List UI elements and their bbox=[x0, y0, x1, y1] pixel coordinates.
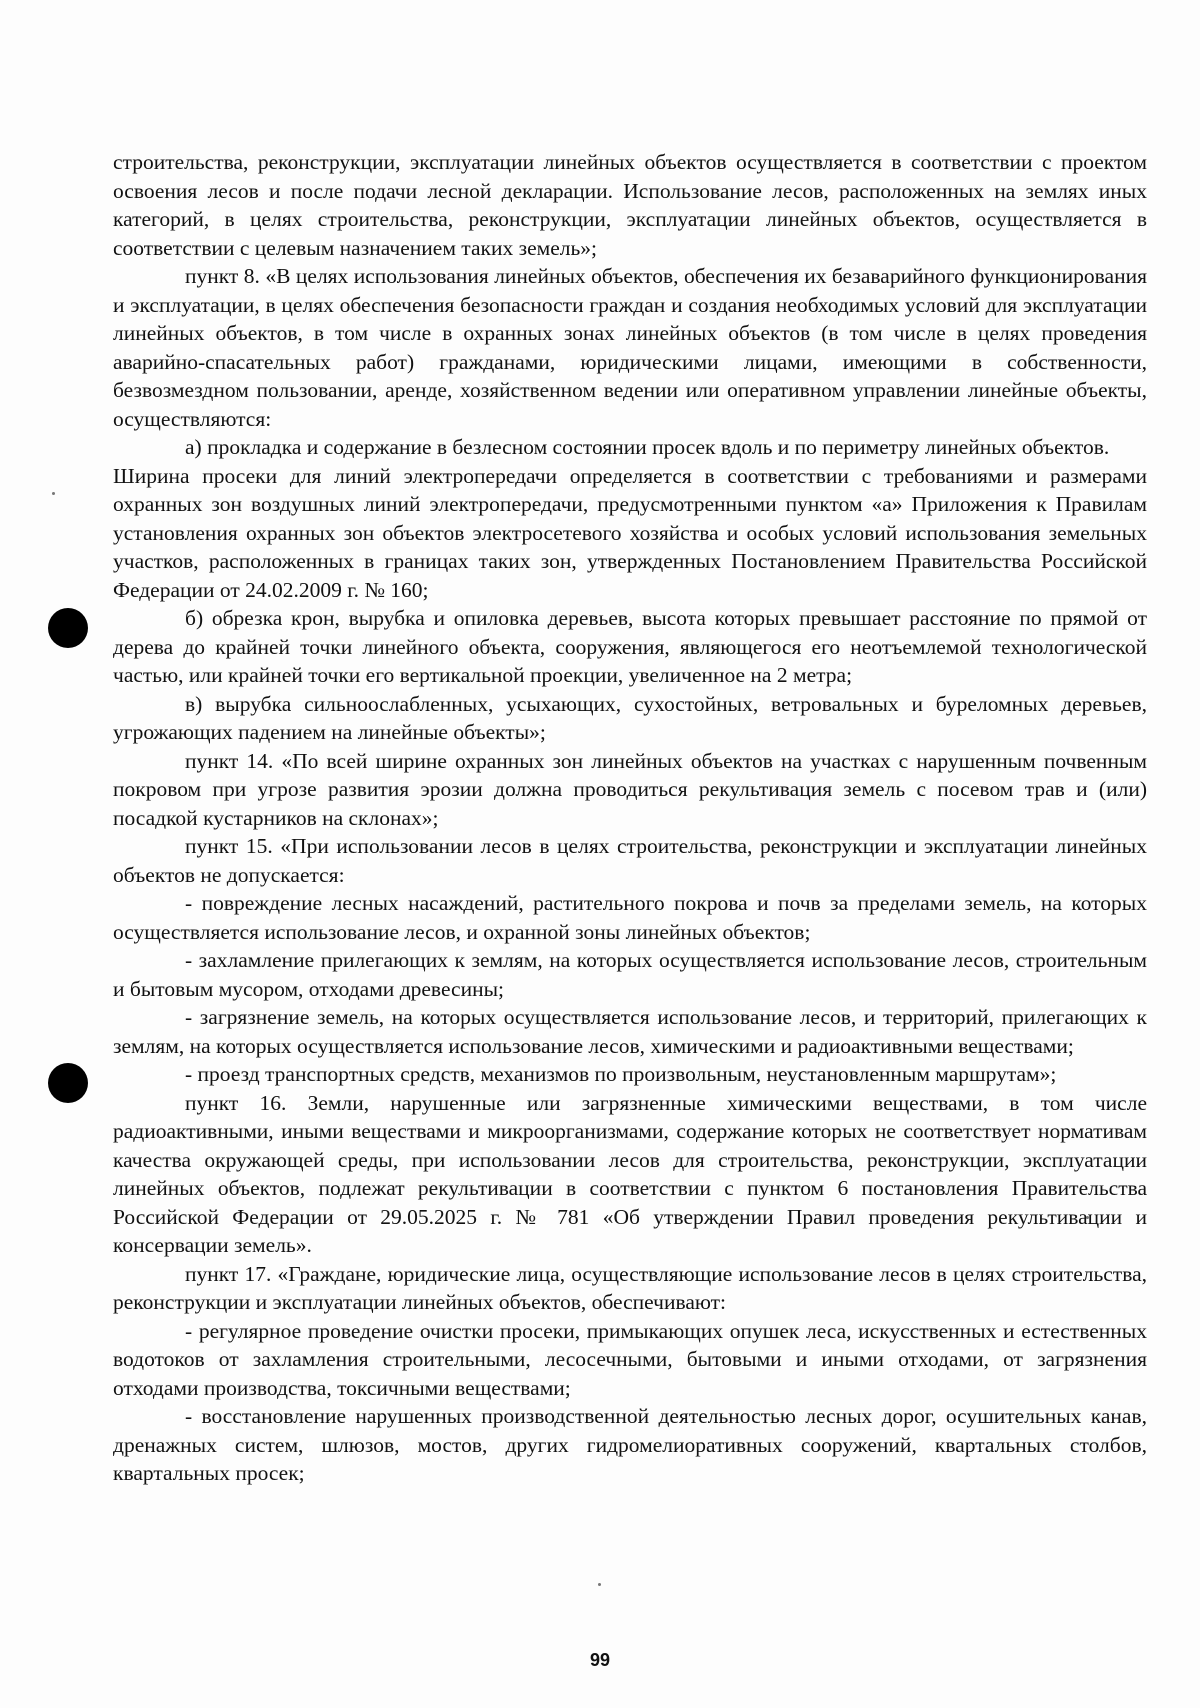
paragraph: пункт 16. Земли, нарушенные или загрязненные химическими веществами, в том числе радиоактивными, иными веществами и микроорганизмами, содержание которых не соответствует нормативам качества окружающей среды, при использовании лесов для строительства, реконструкции, эксплуатации линейных объектов, подлежат рекультивации в соответствии с пунктом 6 постановления Правительства Российской Федерации от 29.05.2025 г. № 781 «Об утверждении Правил проведения рекультивации и консервации земель». bbox=[113, 1090, 1147, 1257]
document-body bbox=[113, 148, 1147, 1488]
paragraph: Ширина просеки для линий электропередачи определяется в соответствии с требованиями и размерами охранных зон воздушных линий электропередачи, предусмотренными пунктом «а» Приложения к Правилам установления охранных зон объектов электросетевого хозяйства и особых условий использования земельных участков, расположенных в границах таких зон, утвержденных Постановлением Правительства Российской Федерации от 24.02.2009 г. № 160; bbox=[113, 463, 1147, 602]
scan-speck bbox=[598, 1583, 601, 1586]
paragraph: пункт 8. «В целях использования линейных объектов, обеспечения их безаварийного функционирования и эксплуатации, в целях обеспечения безопасности граждан и создания необходимых условий для эксплуатации линейных объектов, в том числе в охранных зонах линейных объектов (в том числе в целях проведения аварийно-спасательных работ) гражданами, юридическими лицами, имеющими в собственности, безвозмездном пользовании, аренде, хозяйственном ведении или оперативном управлении линейные объекты, осуществляются: bbox=[113, 264, 1147, 431]
punch-hole-mark bbox=[48, 1063, 88, 1103]
paragraph: в) вырубка сильноослабленных, усыхающих, сухостойных, ветровальных и буреломных деревьев, угрожающих падением на линейные объекты»; bbox=[113, 691, 1147, 744]
list-item: - проезд транспортных средств, механизмов по произвольным, неустановленным маршрутам»; bbox=[185, 1062, 1057, 1086]
page-number: 99 bbox=[589, 1650, 611, 1670]
list-item: - восстановление нарушенных производственной деятельностью лесных дорог, осушительных канав, дренажных систем, шлюзов, мостов, других гидромелиоративных сооружений, квартальных столбов, квартальных просек; bbox=[113, 1404, 1147, 1485]
paragraph: строительства, реконструкции, эксплуатации линейных объектов осуществляется в соответствии с проектом освоения лесов и после подачи лесной декларации. Использование лесов, расположенных на землях иных категорий, в целях строительства, реконструкции, эксплуатации линейных объектов, осуществляется в соответствии с целевым назначением таких земель»; bbox=[113, 150, 1147, 260]
scan-speck bbox=[52, 492, 55, 495]
paragraph: пункт 14. «По всей ширине охранных зон линейных объектов на участках с нарушенным почвенным покровом при угрозе развития эрозии должна проводиться рекультивация земель с посевом трав и (или) посадкой кустарников на склонах»; bbox=[113, 748, 1147, 830]
list-item: - загрязнение земель, на которых осуществляется использование лесов, и территорий, прилегающих к землям, на которых осуществляется использование лесов, химическими и радиоактивными веществами; bbox=[113, 1005, 1147, 1058]
paragraph: пункт 17. «Граждане, юридические лица, осуществляющие использование лесов в целях строительства, реконструкции и эксплуатации линейных объектов, обеспечивают: bbox=[113, 1261, 1147, 1314]
list-item: - регулярное проведение очистки просеки, примыкающих опушек леса, искусственных и естественных водотоков от захламления строительными, лесосечными, бытовыми и иными отходами, от загрязнения отходами производства, токсичными веществами; bbox=[113, 1318, 1147, 1400]
list-item: - повреждение лесных насаждений, растительного покрова и почв за пределами земель, на которых осуществляется использование лесов, и охранной зоны линейных объектов; bbox=[113, 891, 1147, 944]
paragraph: пункт 15. «При использовании лесов в целях строительства, реконструкции и эксплуатации линейных объектов не допускается: bbox=[113, 834, 1147, 887]
punch-hole-mark bbox=[48, 608, 88, 648]
paragraph: б) обрезка крон, вырубка и опиловка деревьев, высота которых превышает расстояние по прямой от дерева до крайней точки линейного объекта, сооружения, являющегося его неотъемлемой технологической частью, или крайней точки его вертикальной проекции, увеличенное на 2 метра; bbox=[113, 606, 1147, 687]
list-item: - захламление прилегающих к землям, на которых осуществляется использование лесов, строительным и бытовым мусором, отходами древесины; bbox=[113, 948, 1147, 1001]
paragraph: а) прокладка и содержание в безлесном состоянии просек вдоль и по периметру линейных объектов. bbox=[185, 435, 1110, 459]
